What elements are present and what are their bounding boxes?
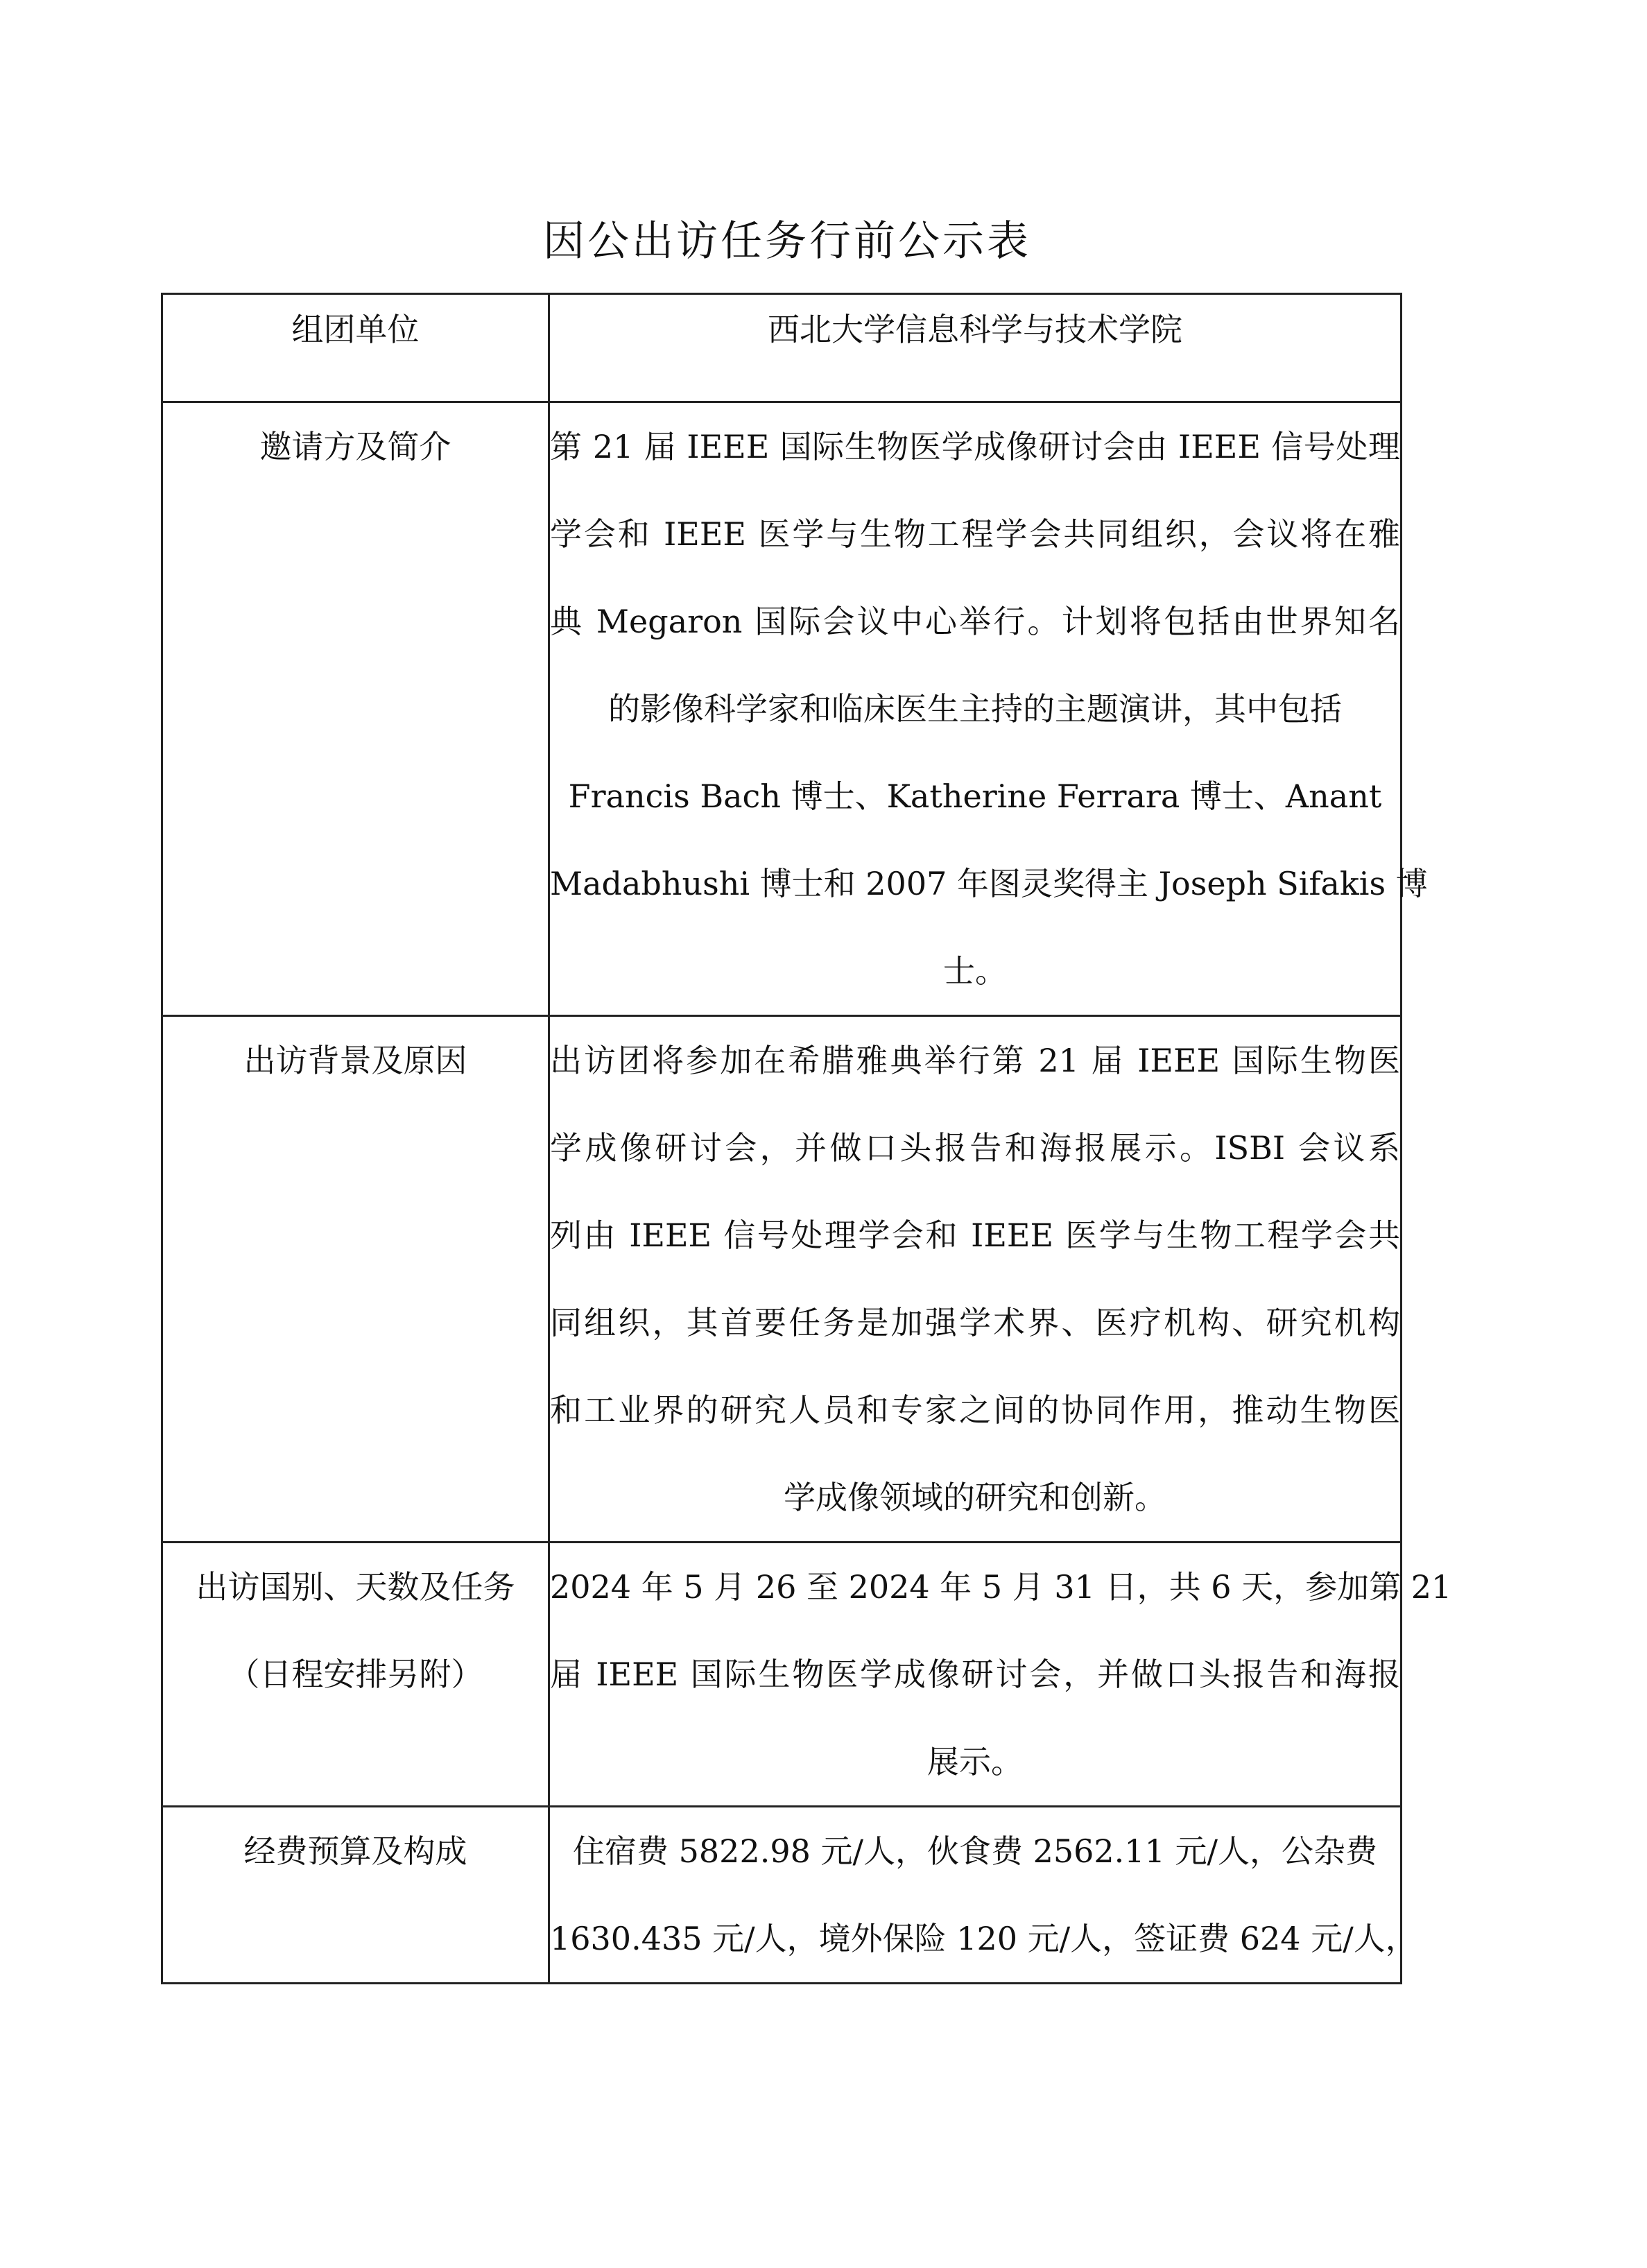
value-line: 学成像研讨会，并做口头报告和海报展示。ISBI 会议系 bbox=[550, 1129, 1400, 1167]
row-value bbox=[549, 294, 1402, 402]
table-row bbox=[162, 1543, 1402, 1807]
row-label bbox=[162, 1016, 549, 1543]
value-line: 和工业界的研究人员和专家之间的协同作用，推动生物医 bbox=[550, 1391, 1400, 1429]
table-row bbox=[162, 402, 1402, 1016]
value-line: 学成像领域的研究和创新。 bbox=[784, 1479, 1166, 1516]
value-line: 1630.435 元/人，境外保险 120 元/人，签证费 624 元/人， bbox=[550, 1920, 1417, 1957]
disclosure-table bbox=[161, 293, 1452, 1984]
table-row bbox=[162, 294, 1402, 402]
label-line: 出访背景及原因 bbox=[243, 1042, 467, 1079]
value-line: 出访团将参加在希腊雅典举行第 21 届 IEEE 国际生物医 bbox=[550, 1042, 1400, 1079]
value-line: Madabhushi 博士和 2007 年图灵奖得主 Joseph Sifakis 博 bbox=[550, 865, 1428, 902]
label-line: 出访国别、天数及任务 bbox=[196, 1568, 515, 1606]
value-line: 展示。 bbox=[927, 1743, 1023, 1780]
value-line: 西北大学信息科学与技术学院 bbox=[768, 311, 1182, 348]
value-line: 住宿费 5822.98 元/人，伙食费 2562.11 元/人，公杂费 bbox=[573, 1832, 1377, 1870]
value-line: 同组织，其首要任务是加强学术界、医疗机构、研究机构 bbox=[550, 1304, 1400, 1341]
label-line: 邀请方及简介 bbox=[259, 428, 451, 465]
label-line: （日程安排另附） bbox=[227, 1656, 483, 1693]
table-row bbox=[162, 1807, 1402, 1984]
value-line: 典 Megaron 国际会议中心举行。计划将包括由世界知名 bbox=[550, 603, 1400, 640]
label-line: 经费预算及构成 bbox=[243, 1832, 467, 1870]
label-line: 组团单位 bbox=[291, 311, 420, 348]
value-line: 第 21 届 IEEE 国际生物医学成像研讨会由 IEEE 信号处理 bbox=[550, 428, 1400, 465]
document-title: 因公出访任务行前公示表 bbox=[543, 217, 1031, 266]
row-label bbox=[162, 294, 549, 402]
row-value bbox=[549, 1807, 1417, 1984]
row-label bbox=[162, 1543, 549, 1807]
value-line: 2024 年 5 月 26 至 2024 年 5 月 31 日，共 6 天，参加第 21 bbox=[550, 1568, 1452, 1606]
value-line: 士。 bbox=[943, 952, 1007, 990]
row-value bbox=[549, 1016, 1402, 1543]
table-row bbox=[162, 1016, 1402, 1543]
value-line: 列由 IEEE 信号处理学会和 IEEE 医学与生物工程学会共 bbox=[550, 1217, 1400, 1254]
row-value bbox=[549, 1543, 1452, 1807]
value-line: 届 IEEE 国际生物医学成像研讨会，并做口头报告和海报 bbox=[550, 1656, 1400, 1693]
value-line: Francis Bach 博士、Katherine Ferrara 博士、Anant bbox=[568, 778, 1382, 815]
row-label bbox=[162, 402, 549, 1016]
value-line: 的影像科学家和临床医生主持的主题演讲，其中包括 bbox=[608, 690, 1342, 728]
row-label bbox=[162, 1807, 549, 1984]
value-line: 学会和 IEEE 医学与生物工程学会共同组织，会议将在雅 bbox=[550, 515, 1400, 553]
row-value bbox=[549, 402, 1428, 1016]
